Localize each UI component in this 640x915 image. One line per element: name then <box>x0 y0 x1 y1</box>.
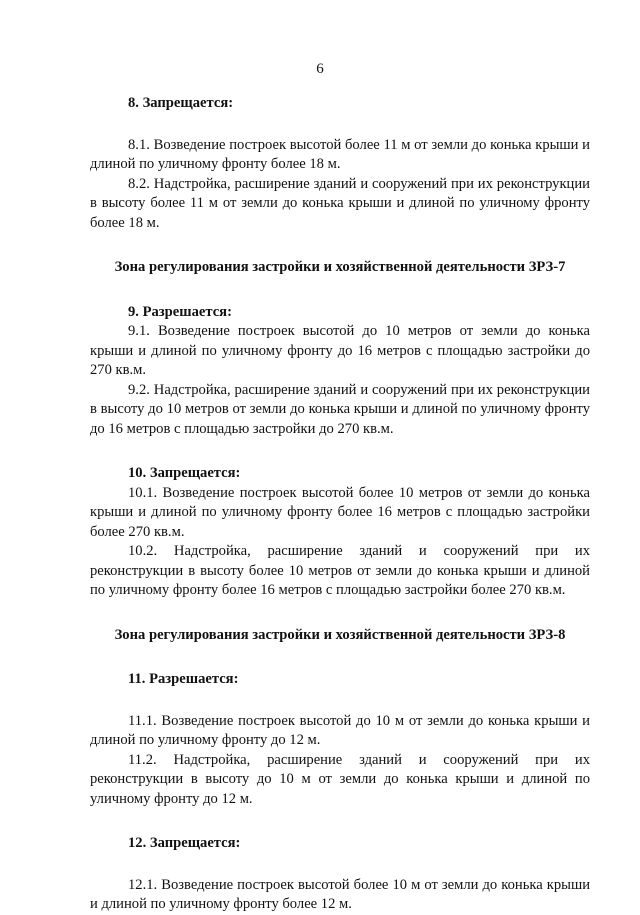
section-12-heading: 12. Запрещается: <box>128 835 241 851</box>
clause-8-1: 8.1. Возведение построек высотой более 11 м от земли до конька крыши и длиной по уличному фронту более 18 м. <box>90 136 590 172</box>
section-11-heading: 11. Разрешается: <box>128 671 239 687</box>
clause-8-2: 8.2. Надстройка, расширение зданий и сооружений при их реконструкции в высоту более 11 м от земли до конька крыши и длиной по уличному фронту более 18 м. <box>90 175 590 231</box>
zone-zrz8-title: Зона регулирования застройки и хозяйственной деятельности ЗРЗ-8 <box>114 626 566 643</box>
clause-10-2: 10.2. Надстройка, расширение зданий и сооружений при их реконструкции в высоту более 10 метров от земли до конька крыши и длиной по уличному фронту более 16 метров с площадью застройки более 270 кв.м. <box>90 543 590 598</box>
clause-12-1: 12.1. Возведение построек высотой более 10 м от земли до конька крыши и длиной по уличному фронту более 12 м. <box>90 876 590 912</box>
clause-9-1: 9.1. Возведение построек высотой до 10 метров от земли до конька крыши и длиной по уличному фронту до 16 метров с площадью застройки до 270 кв.м. <box>90 323 590 378</box>
clause-9-2: 9.2. Надстройка, расширение зданий и сооружений при их реконструкции в высоту до 10 метров от земли до конька крыши и длиной по уличному фронту до 16 метров с площадью застройки до 270 кв.м. <box>90 381 590 437</box>
document-body <box>90 94 590 915</box>
page-number: 6 <box>316 61 324 77</box>
zone-zrz7-title: Зона регулирования застройки и хозяйственной деятельности ЗРЗ-7 <box>114 259 566 275</box>
section-8-heading: 8. Запрещается: <box>128 95 234 111</box>
clause-11-1: 11.1. Возведение построек высотой до 10 м от земли до конька крыши и длиной по уличному фронту до 12 м. <box>90 712 590 748</box>
clause-11-2: 11.2. Надстройка, расширение зданий и сооружений при их реконструкции в высоту до 10 м от земли до конька крыши и длиной по уличному фронту до 12 м. <box>90 751 590 807</box>
section-10-heading: 10. Запрещается: <box>128 465 241 481</box>
section-9-heading: 9. Разрешается: <box>128 303 232 320</box>
clause-10-1: 10.1. Возведение построек высотой более 10 метров от земли до конька крыши и длиной по уличному фронту более 16 метров с площадью застройки более 270 кв.м. <box>90 484 590 540</box>
